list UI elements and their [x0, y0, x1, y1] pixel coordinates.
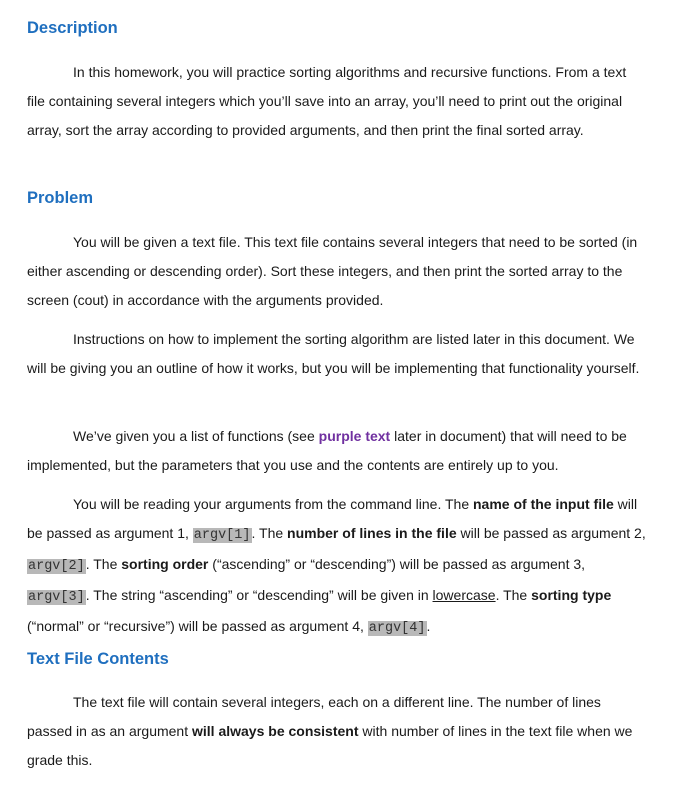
- problem-heading: Problem: [27, 189, 94, 207]
- sorting-type-bold: sorting type: [531, 587, 612, 603]
- p4-text: (“normal” or “recursive”) will be passed as argument 4,: [27, 618, 368, 634]
- argv4-code: argv[4]: [368, 621, 426, 636]
- text-file-contents-heading: Text File Contents: [27, 650, 169, 668]
- text-file-paragraph: [27, 688, 647, 775]
- p4-text: will be passed as argument 1,: [27, 496, 638, 541]
- sorting-order-bold: sorting order: [121, 556, 209, 572]
- argv3-code: argv[3]: [28, 590, 85, 605]
- text-file-text-a: The text file will contain several integers, each on a different line. The number of lines passed in as an argument: [27, 694, 601, 739]
- p4-text: (“ascending” or “descending”) will be passed as argument 3,: [208, 556, 586, 572]
- always-consistent-bold: will always be consistent: [192, 723, 359, 739]
- description-paragraph: In this homework, you will practice sorting algorithms and recursive functions. From a text file containing several integers which you’ll save into an array, you’ll need to print out the original array, sort the array according to provided arguments, and then print the final sorted array.: [27, 64, 627, 138]
- p4-text: . The: [495, 587, 532, 603]
- problem-paragraph-1: You will be given a text file. This text file contains several integers that need to be sorted (in either ascending or descending order). Sort these integers, and then print the sorted array to the screen (cout) in accordance with the arguments provided.: [27, 234, 638, 308]
- p4-text: . The: [85, 556, 122, 572]
- argv1-code: argv[1]: [193, 528, 251, 543]
- p3-text-a: We’ve given you a list of functions (see: [73, 428, 319, 444]
- p3-text-b: later in document) that will need to be implemented, but the parameters that you use and the contents are entirely up to you.: [27, 428, 627, 473]
- p4-text: You will be reading your arguments from the command line. The: [73, 496, 473, 512]
- problem-paragraph-3: [27, 422, 647, 480]
- problem-paragraph-2: Instructions on how to implement the sorting algorithm are listed later in this document. We will be giving you an outline of how it works, but you will be implementing that functionality yourself.: [27, 331, 640, 376]
- text-file-text-c: with number of lines in the text file when we grade this.: [27, 723, 633, 768]
- input-file-name-bold: name of the input file: [473, 496, 614, 512]
- argv2-code: argv[2]: [28, 559, 85, 574]
- lowercase-underlined: lowercase: [432, 587, 496, 603]
- problem-paragraph-4: [27, 490, 647, 643]
- line-count-bold: number of lines in the file: [287, 525, 457, 541]
- description-heading: Description: [27, 19, 118, 37]
- p4-text: will be passed as argument 2,: [456, 525, 646, 541]
- p4-text: . The string “ascending” or “descending” will be given in: [85, 587, 433, 603]
- p4-text: . The: [251, 525, 288, 541]
- p4-text: .: [426, 618, 431, 634]
- purple-text-label: purple text: [318, 428, 391, 444]
